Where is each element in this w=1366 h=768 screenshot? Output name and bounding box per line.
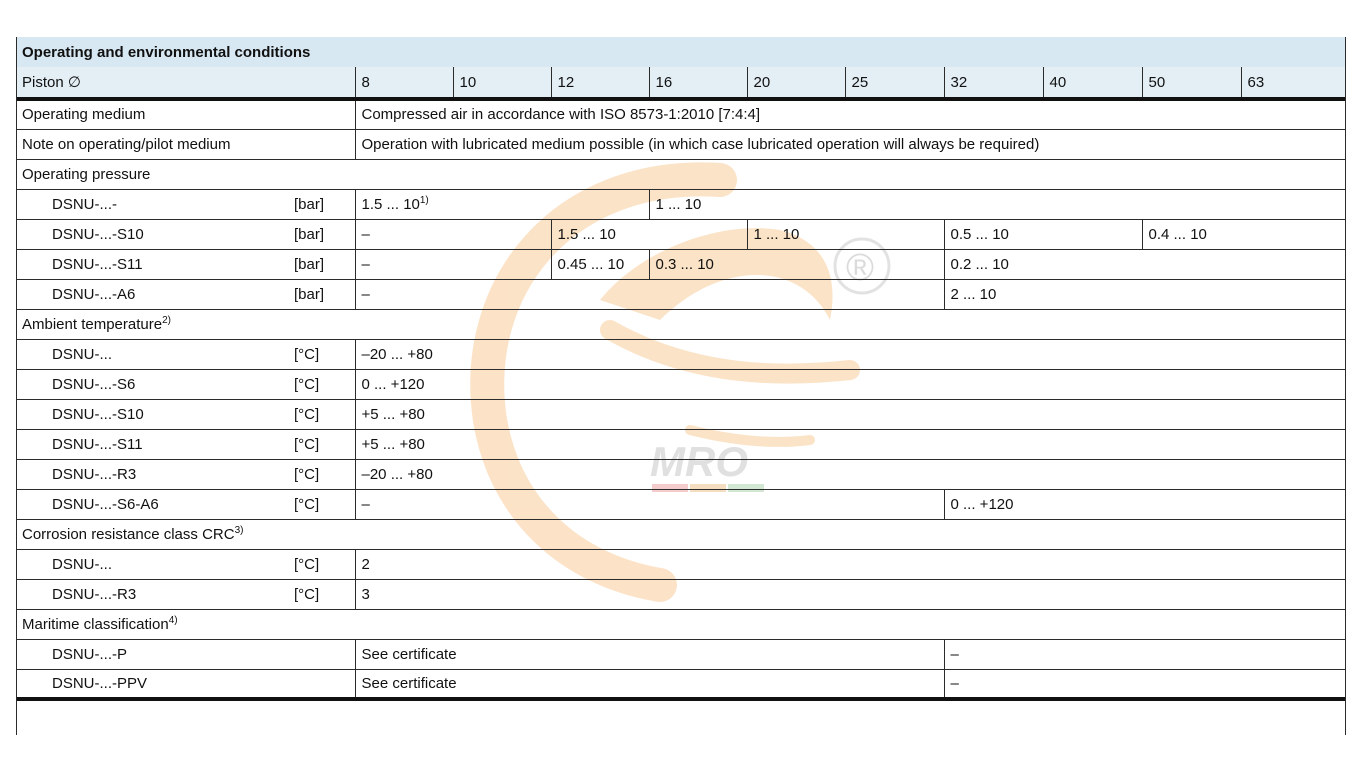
watermark-text: MRO — [650, 438, 748, 485]
footnote-ref: 3) — [234, 524, 244, 536]
cell-value: 0.45 ... 10 — [551, 249, 649, 279]
section-header-row — [16, 609, 1346, 639]
piston-size: 40 — [1043, 67, 1142, 99]
section-label — [16, 519, 1346, 549]
table-row — [16, 549, 1346, 579]
cell-value: See certificate — [355, 669, 944, 699]
row-label: Operating medium — [16, 99, 355, 129]
cell-value: –20 ... +80 — [355, 459, 1346, 489]
unit-label: [°C] — [292, 369, 355, 399]
section-label: Operating pressure — [16, 159, 1346, 189]
variant-name: DSNU-...-S10 — [16, 219, 292, 249]
piston-size: 50 — [1142, 67, 1241, 99]
table-title-row — [16, 37, 1346, 67]
unit-label: [bar] — [292, 279, 355, 309]
unit-label — [292, 639, 355, 669]
table-row — [16, 339, 1346, 369]
cell-value: 1.5 ... 10 — [551, 219, 747, 249]
piston-size: 12 — [551, 67, 649, 99]
cell-value: 1 ... 10 — [649, 189, 1346, 219]
table-row — [16, 579, 1346, 609]
row-value: Operation with lubricated medium possible (in which case lubricated operation will always be required) — [355, 129, 1346, 159]
variant-name: DSNU-...-P — [16, 639, 292, 669]
variant-name: DSNU-...-A6 — [16, 279, 292, 309]
section-label-text: Ambient temperature — [22, 315, 163, 333]
piston-label: Piston ∅ — [16, 67, 355, 99]
cell-value: 0.4 ... 10 — [1142, 219, 1346, 249]
row-label: Note on operating/pilot medium — [16, 129, 355, 159]
watermark-registered-mark: ® — [846, 247, 874, 289]
cell-value: 0.5 ... 10 — [944, 219, 1142, 249]
variant-name: DSNU-...-S11 — [16, 429, 292, 459]
table-row — [16, 429, 1346, 459]
cell-value: 0 ... +120 — [355, 369, 1346, 399]
table-row — [16, 459, 1346, 489]
cell-value: – — [944, 669, 1346, 699]
table-row — [16, 129, 1346, 159]
cell-value: – — [355, 279, 944, 309]
cell-value: 0.3 ... 10 — [649, 249, 944, 279]
variant-name: DSNU-...-S11 — [16, 249, 292, 279]
table-row — [16, 369, 1346, 399]
cell-value: See certificate — [355, 639, 944, 669]
unit-label: [°C] — [292, 459, 355, 489]
variant-name: DSNU-...-S6-A6 — [16, 489, 292, 519]
cell-value: 3 — [355, 579, 1346, 609]
cell-value: – — [944, 639, 1346, 669]
cell-value: 2 — [355, 549, 1346, 579]
cell-value: –20 ... +80 — [355, 339, 1346, 369]
piston-size: 20 — [747, 67, 845, 99]
variant-name: DSNU-...- — [16, 189, 292, 219]
unit-label: [°C] — [292, 429, 355, 459]
table-row — [16, 99, 1346, 129]
section-header-row — [16, 519, 1346, 549]
table-row — [16, 279, 1346, 309]
unit-label: [°C] — [292, 339, 355, 369]
variant-name: DSNU-...-S6 — [16, 369, 292, 399]
unit-label — [292, 669, 355, 699]
section-label — [16, 309, 1346, 339]
table-title: Operating and environmental conditions — [16, 37, 1346, 67]
footnote-ref: 4) — [168, 614, 178, 626]
cell-value: +5 ... +80 — [355, 399, 1346, 429]
cell-value: – — [355, 249, 551, 279]
section-label-text: Maritime classification — [22, 615, 169, 633]
cell-value: 1 ... 10 — [747, 219, 944, 249]
table-row — [16, 219, 1346, 249]
table-row — [16, 249, 1346, 279]
operating-conditions-table — [16, 37, 1346, 701]
variant-name: DSNU-...-R3 — [16, 459, 292, 489]
cell-value: 2 ... 10 — [944, 279, 1346, 309]
piston-size: 32 — [944, 67, 1043, 99]
footnote-ref: 1) — [419, 194, 429, 206]
row-value: Compressed air in accordance with ISO 8573-1:2010 [7:4:4] — [355, 99, 1346, 129]
cell-text: 1.5 ... 10 — [361, 195, 420, 213]
section-label-text: Corrosion resistance class CRC — [22, 525, 235, 543]
piston-size: 10 — [453, 67, 551, 99]
variant-name: DSNU-...-R3 — [16, 579, 292, 609]
cell-value — [355, 189, 649, 219]
cell-value: +5 ... +80 — [355, 429, 1346, 459]
piston-size: 63 — [1241, 67, 1346, 99]
unit-label: [°C] — [292, 399, 355, 429]
variant-name: DSNU-...-S10 — [16, 399, 292, 429]
piston-size: 16 — [649, 67, 747, 99]
variant-name: DSNU-... — [16, 339, 292, 369]
cell-value: – — [355, 219, 551, 249]
table-row — [16, 189, 1346, 219]
piston-size: 8 — [355, 67, 453, 99]
table-row — [16, 669, 1346, 699]
section-header-row — [16, 309, 1346, 339]
unit-label: [bar] — [292, 189, 355, 219]
table-row — [16, 399, 1346, 429]
unit-label: [°C] — [292, 489, 355, 519]
piston-size-header-row — [16, 67, 1346, 99]
table-row — [16, 489, 1346, 519]
variant-name: DSNU-... — [16, 549, 292, 579]
table-row — [16, 639, 1346, 669]
unit-label: [°C] — [292, 579, 355, 609]
cell-value: 0 ... +120 — [944, 489, 1346, 519]
piston-size: 25 — [845, 67, 944, 99]
section-label — [16, 609, 1346, 639]
unit-label: [°C] — [292, 549, 355, 579]
unit-label: [bar] — [292, 249, 355, 279]
cell-value: – — [355, 489, 944, 519]
cell-value: 0.2 ... 10 — [944, 249, 1346, 279]
footnote-ref: 2) — [162, 314, 171, 326]
unit-label: [bar] — [292, 219, 355, 249]
variant-name: DSNU-...-PPV — [16, 669, 292, 699]
section-header-row — [16, 159, 1346, 189]
